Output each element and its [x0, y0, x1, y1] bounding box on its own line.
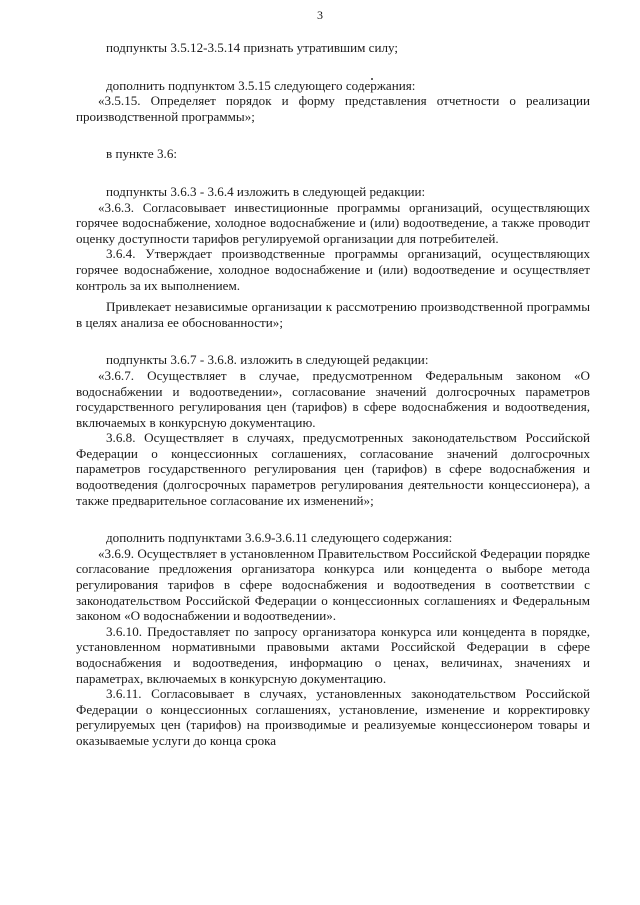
paragraph: в пункте 3.6:	[106, 146, 178, 162]
paragraph: 3.6.11. Согласовывает в случаях, установленных законодательством Российской Федерации о концессионных соглашениях, установление, изменение и корректировку регулируемых цен (тарифов) на производимые и реализуемые концессионером товары и оказываемые услуги до конца срока	[76, 686, 590, 748]
paragraph: «3.5.15. Определяет порядок и форму представления отчетности о реализации производственной программы»;	[76, 93, 590, 124]
paragraph: дополнить подпунктами 3.6.9-3.6.11 следующего содержания:	[106, 530, 453, 546]
paragraph: «3.6.3. Согласовывает инвестиционные программы организаций, осуществляющих горячее водоснабжение, холодное водоснабжение и (или) водоотведение, а также проводит оценку доступности тарифов регулируемой организации для потребителей.	[76, 199, 590, 246]
paragraph: «3.6.9. Осуществляет в установленном Правительством Российской Федерации порядке согласование предложения организатора конкурса или концедента о выборе метода регулирования тарифов в сфере водоснабжения и водоотведения в соответствии с законодательством Российской Федерации о концессионных соглашениях и Федеральным законом «О водоснабжении и водоотведении».	[76, 545, 590, 624]
paragraph: 3.6.4. Утверждает производственные программы организаций, осуществляющих горячее водоснабжение, холодное водоснабжение и (или) водоотведение и осуществляет контроль за их выполнением.	[76, 246, 590, 293]
page-number: 3	[317, 8, 323, 22]
paragraph: дополнить подпунктом 3.5.15 следующего содержания:	[106, 77, 416, 93]
paragraph: подпункты 3.5.12-3.5.14 признать утратившим силу;	[106, 40, 399, 55]
paragraph: 3.6.10. Предоставляет по запросу организатора конкурса или концедента в порядке, установленном нормативными правовыми актами Российской Федерации в сфере водоснабжения и водоотведения, информацию о ценах, величинах, значениях и параметрах, включаемых в конкурсную документацию.	[76, 623, 590, 686]
paragraph: «3.6.7. Осуществляет в случае, предусмотренном Федеральным законом «О водоснабжении и водоотведении», согласование значений долгосрочных параметров государственного регулирования цен (тарифов) в сфере водоснабжения и водоотведения, включаемых в конкурсную документацию.	[76, 367, 590, 430]
paragraph: подпункты 3.6.7 - 3.6.8. изложить в следующей редакции:	[106, 352, 429, 368]
paragraph: 3.6.8. Осуществляет в случаях, предусмотренных законодательством Российской Федерации о концессионных соглашениях, согласование значений долгосрочных параметров государственного регулирования цен (тарифов) в сфере водоснабжения и водоотведения (долгосрочных параметров регулирования деятельности концессионера), а также предварительное согласование их изменений»;	[76, 430, 590, 508]
paragraph: Привлекает независимые организации к рассмотрению производственной программы в целях анализа ее обоснованности»;	[76, 299, 590, 330]
paragraph: подпункты 3.6.3 - 3.6.4 изложить в следующей редакции:	[106, 183, 426, 199]
document-body	[76, 40, 590, 749]
